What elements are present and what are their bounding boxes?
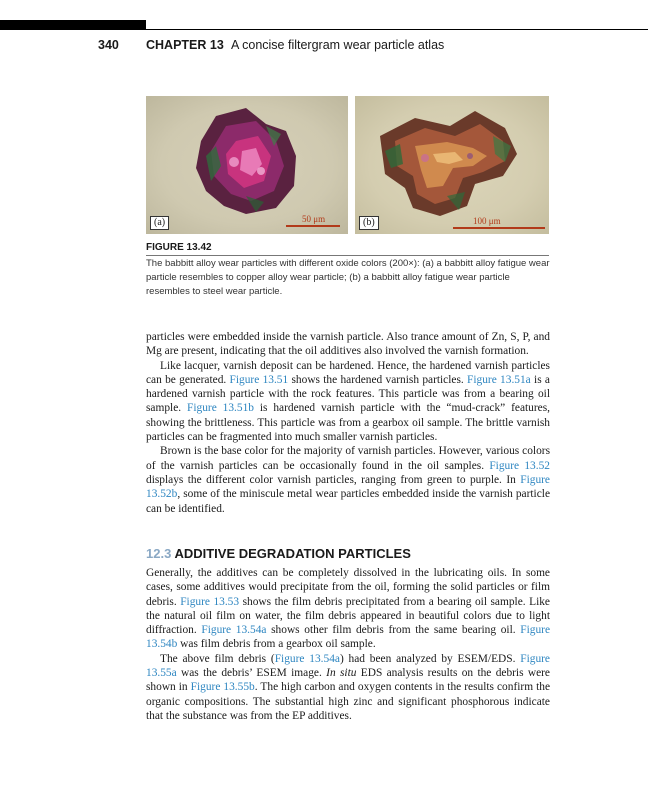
body-text-block-1	[146, 330, 550, 516]
scale-bar-b	[453, 227, 545, 229]
text-run: , some of the miniscule metal wear particles embedded inside the varnish particle can be identified.	[146, 488, 550, 515]
text-run: was the debris’ ESEM image.	[176, 667, 327, 680]
figure-panel-a	[146, 96, 348, 234]
chapter-title: A concise filtergram wear particle atlas	[231, 38, 445, 52]
figure-link[interactable]: Figure 13.54a	[274, 652, 340, 665]
figure-link[interactable]: Figure 13.53	[180, 595, 240, 608]
paragraph	[146, 444, 550, 515]
paragraph: particles were embedded inside the varnish particle. Also trance amount of Zn, S, P, and Mg are present, indicating that the oil additives also involved the varnish formation.	[146, 331, 550, 358]
text-run: EDS analysis results on the debris were shown in	[146, 667, 550, 694]
figure-link[interactable]: Figure 13.51b	[187, 402, 254, 415]
section-heading	[146, 545, 411, 563]
figure-panel-b	[355, 96, 549, 234]
panel-label-a: (a)	[150, 216, 169, 230]
text-run: Brown is the base color for the majority of varnish particles. However, various colors of the varnish particles can be occasionally found in the oil samples.	[146, 445, 550, 472]
running-head	[0, 36, 648, 54]
paragraph	[146, 652, 550, 723]
figure-link[interactable]: Figure 13.51a	[467, 373, 531, 386]
page-number: 340	[98, 38, 119, 52]
scale-label-a: 50 μm	[302, 214, 326, 224]
scale-label-b: 100 μm	[473, 216, 501, 226]
section-number: 12.3	[146, 546, 172, 561]
text-run-italic: In situ	[326, 667, 357, 680]
body-text-block-2	[146, 566, 550, 723]
text-run: displays the different color varnish particles, ranging from green to purple. In	[146, 473, 521, 486]
text-run: was film debris from a gearbox oil sample.	[177, 638, 376, 651]
figure-link[interactable]: Figure 13.54b	[146, 624, 551, 651]
text-run: shows other film debris from the same bearing oil.	[266, 624, 521, 637]
figure-link[interactable]: Figure 13.55b	[190, 681, 255, 694]
text-run: is a hardened varnish particle with the rock features. This particle was from a bearing oil sample.	[146, 373, 550, 415]
figure-label: FIGURE 13.42	[146, 242, 212, 253]
figure-link[interactable]: Figure 13.55a	[146, 652, 550, 680]
chapter-label: CHAPTER 13	[146, 38, 224, 52]
text-run: ) had been analyzed by ESEM/EDS.	[339, 652, 521, 665]
text-run: is hardened varnish particle with the “mud-crack” features, showing the brittleness. This particle was from a gearbox oil sample. The brittle varnish particles can be fragmented into much smaller varnish particles.	[146, 402, 550, 444]
text-run: shows the hardened varnish particles.	[288, 373, 468, 386]
text-run: shows the film debris precipitated from a bearing oil sample. Like the natural oil film on water, the film debris appeared in beautiful colors due to light diffraction.	[146, 595, 550, 637]
scale-bar-a	[286, 225, 340, 227]
paragraph	[146, 359, 550, 445]
figure-link[interactable]: Figure 13.54a	[201, 624, 267, 637]
paragraph	[146, 566, 550, 652]
figure-link[interactable]: Figure 13.52	[489, 459, 550, 472]
top-decor-bar	[0, 20, 146, 30]
top-rule	[146, 29, 648, 30]
figure-rule	[146, 255, 549, 256]
text-run: . The high carbon and oxygen contents in the results confirm the organic compositions. The substantial high zinc and significant phosphorous indicate that the substance was from the EP additives.	[146, 681, 550, 722]
particle-image-b	[355, 96, 549, 234]
section-title: ADDITIVE DEGRADATION PARTICLES	[174, 546, 411, 561]
panel-label-b: (b)	[359, 216, 379, 230]
text-run: Generally, the additives can be completely dissolved in the lubricating oils. In some cases, some additives would precipitate from the oil, forming the solid particles or film debris.	[146, 567, 550, 608]
figure-link[interactable]: Figure 13.51	[229, 373, 289, 386]
text-run: Like lacquer, varnish deposit can be hardened. Hence, the hardened varnish particles can be generated.	[146, 359, 550, 386]
text-run: The above film debris (	[160, 652, 275, 665]
figure-caption: The babbitt alloy wear particles with different oxide colors (200×): (a) a babbitt alloy fatigue wear particle resembles to copper alloy wear particle; (b) a babbitt alloy fatigue wear particle resembles to steel wear particle.	[146, 258, 550, 297]
figure-link[interactable]: Figure 13.52b	[146, 473, 550, 501]
